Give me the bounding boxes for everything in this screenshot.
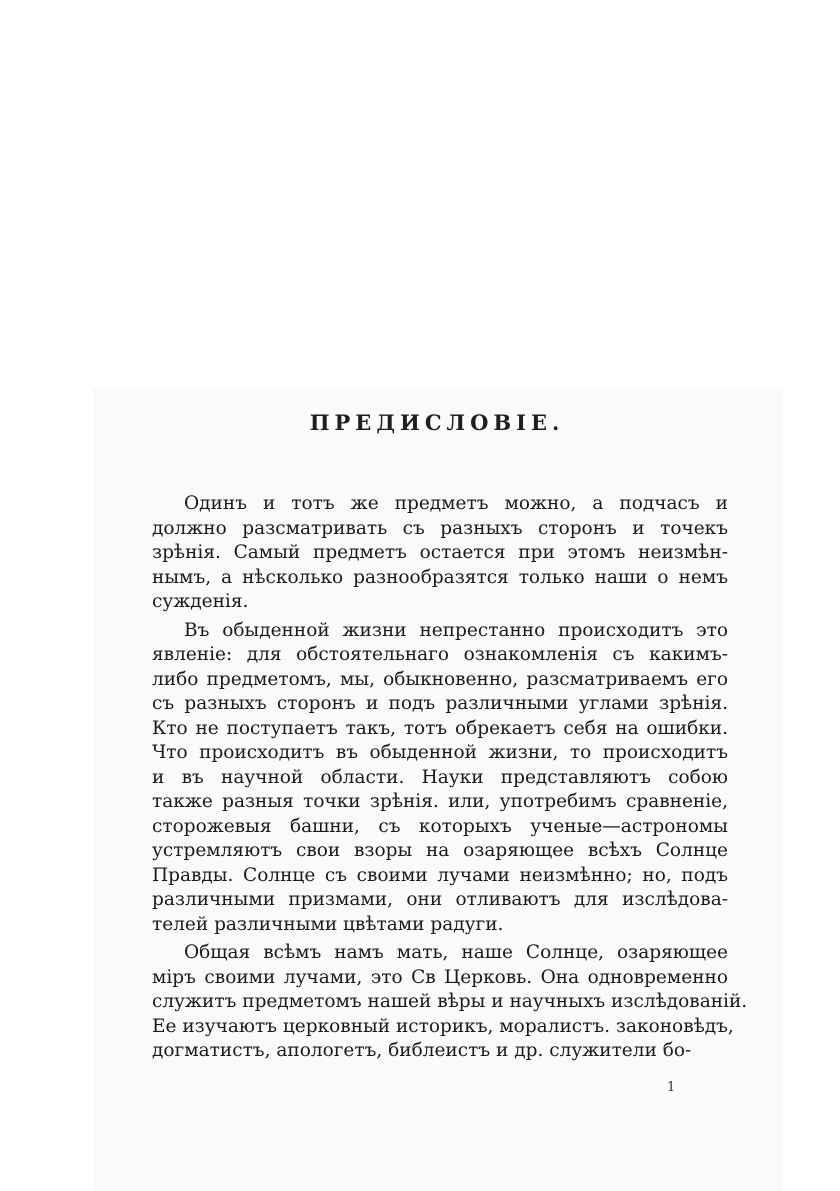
text-line: явленіе: для обстоятельнаго ознакомленія съ какимъ- <box>152 644 728 665</box>
text-line: догматистъ, апологетъ, библеистъ и др. служители бо- <box>152 1040 692 1061</box>
body-text <box>152 492 748 1064</box>
text-line: либо предметомъ, мы, обыкновенно, разсматриваемъ его <box>152 668 728 690</box>
text-line: Кто не поступаетъ такъ, тотъ обрекаетъ себя на ошибки. <box>152 717 728 739</box>
text-line: и въ научной области. Науки представляютъ собою <box>152 766 728 788</box>
text-line: устремляютъ свои взоры на озаряющее всѣхъ Солнце <box>152 840 728 861</box>
text-line: телей различными цвѣтами радуги. <box>152 913 504 935</box>
text-line: Одинъ и тотъ же предметъ можно, а подчасъ и <box>184 493 728 514</box>
text-line: служитъ предметомъ нашей вѣры и научныхъ изслѣдованій. <box>152 991 748 1012</box>
text-line: Ее изучаютъ церковный историкъ, моралистъ. законовѣдъ, <box>152 1015 734 1037</box>
text-line: Правды. Солнце съ своими лучами неизмѣнно; но, подъ <box>152 864 728 886</box>
text-line: съ разныхъ сторонъ и подъ различными углами зрѣнія. <box>152 693 728 714</box>
text-line: зрѣнія. Самый предметъ остается при этомъ неизмѣн- <box>152 542 728 563</box>
page-title: ПРЕДИСЛОВІЕ. <box>309 410 565 435</box>
paragraph <box>152 492 728 615</box>
signature-mark: 1 <box>667 1080 676 1095</box>
paragraph <box>152 619 728 938</box>
text-line: различными призмами, они отливаютъ для изслѣдова- <box>152 889 728 910</box>
paragraph <box>152 941 748 1064</box>
text-line: должно разсматривать съ разныхъ сторонъ и точекъ <box>152 517 728 539</box>
text-line: міръ своими лучами, это Св Церковь. Она одновременно <box>152 966 728 988</box>
text-line: также разныя точки зрѣнія. или, употребимъ сравненіе, <box>152 791 728 812</box>
text-line: Въ обыденной жизни непрестанно происходитъ это <box>184 619 728 641</box>
text-line: Общая всѣмъ намъ мать, наше Солнце, озаряющее <box>184 942 728 963</box>
text-line: сторожевыя башни, съ которыхъ ученые—астрономы <box>152 815 728 837</box>
text-line: сужденія. <box>152 591 249 612</box>
text-line: нымъ, а нѣсколько разнообразятся только наши о немъ <box>152 566 728 588</box>
text-line: Что происходитъ въ обыденной жизни, то происходитъ <box>152 742 728 763</box>
